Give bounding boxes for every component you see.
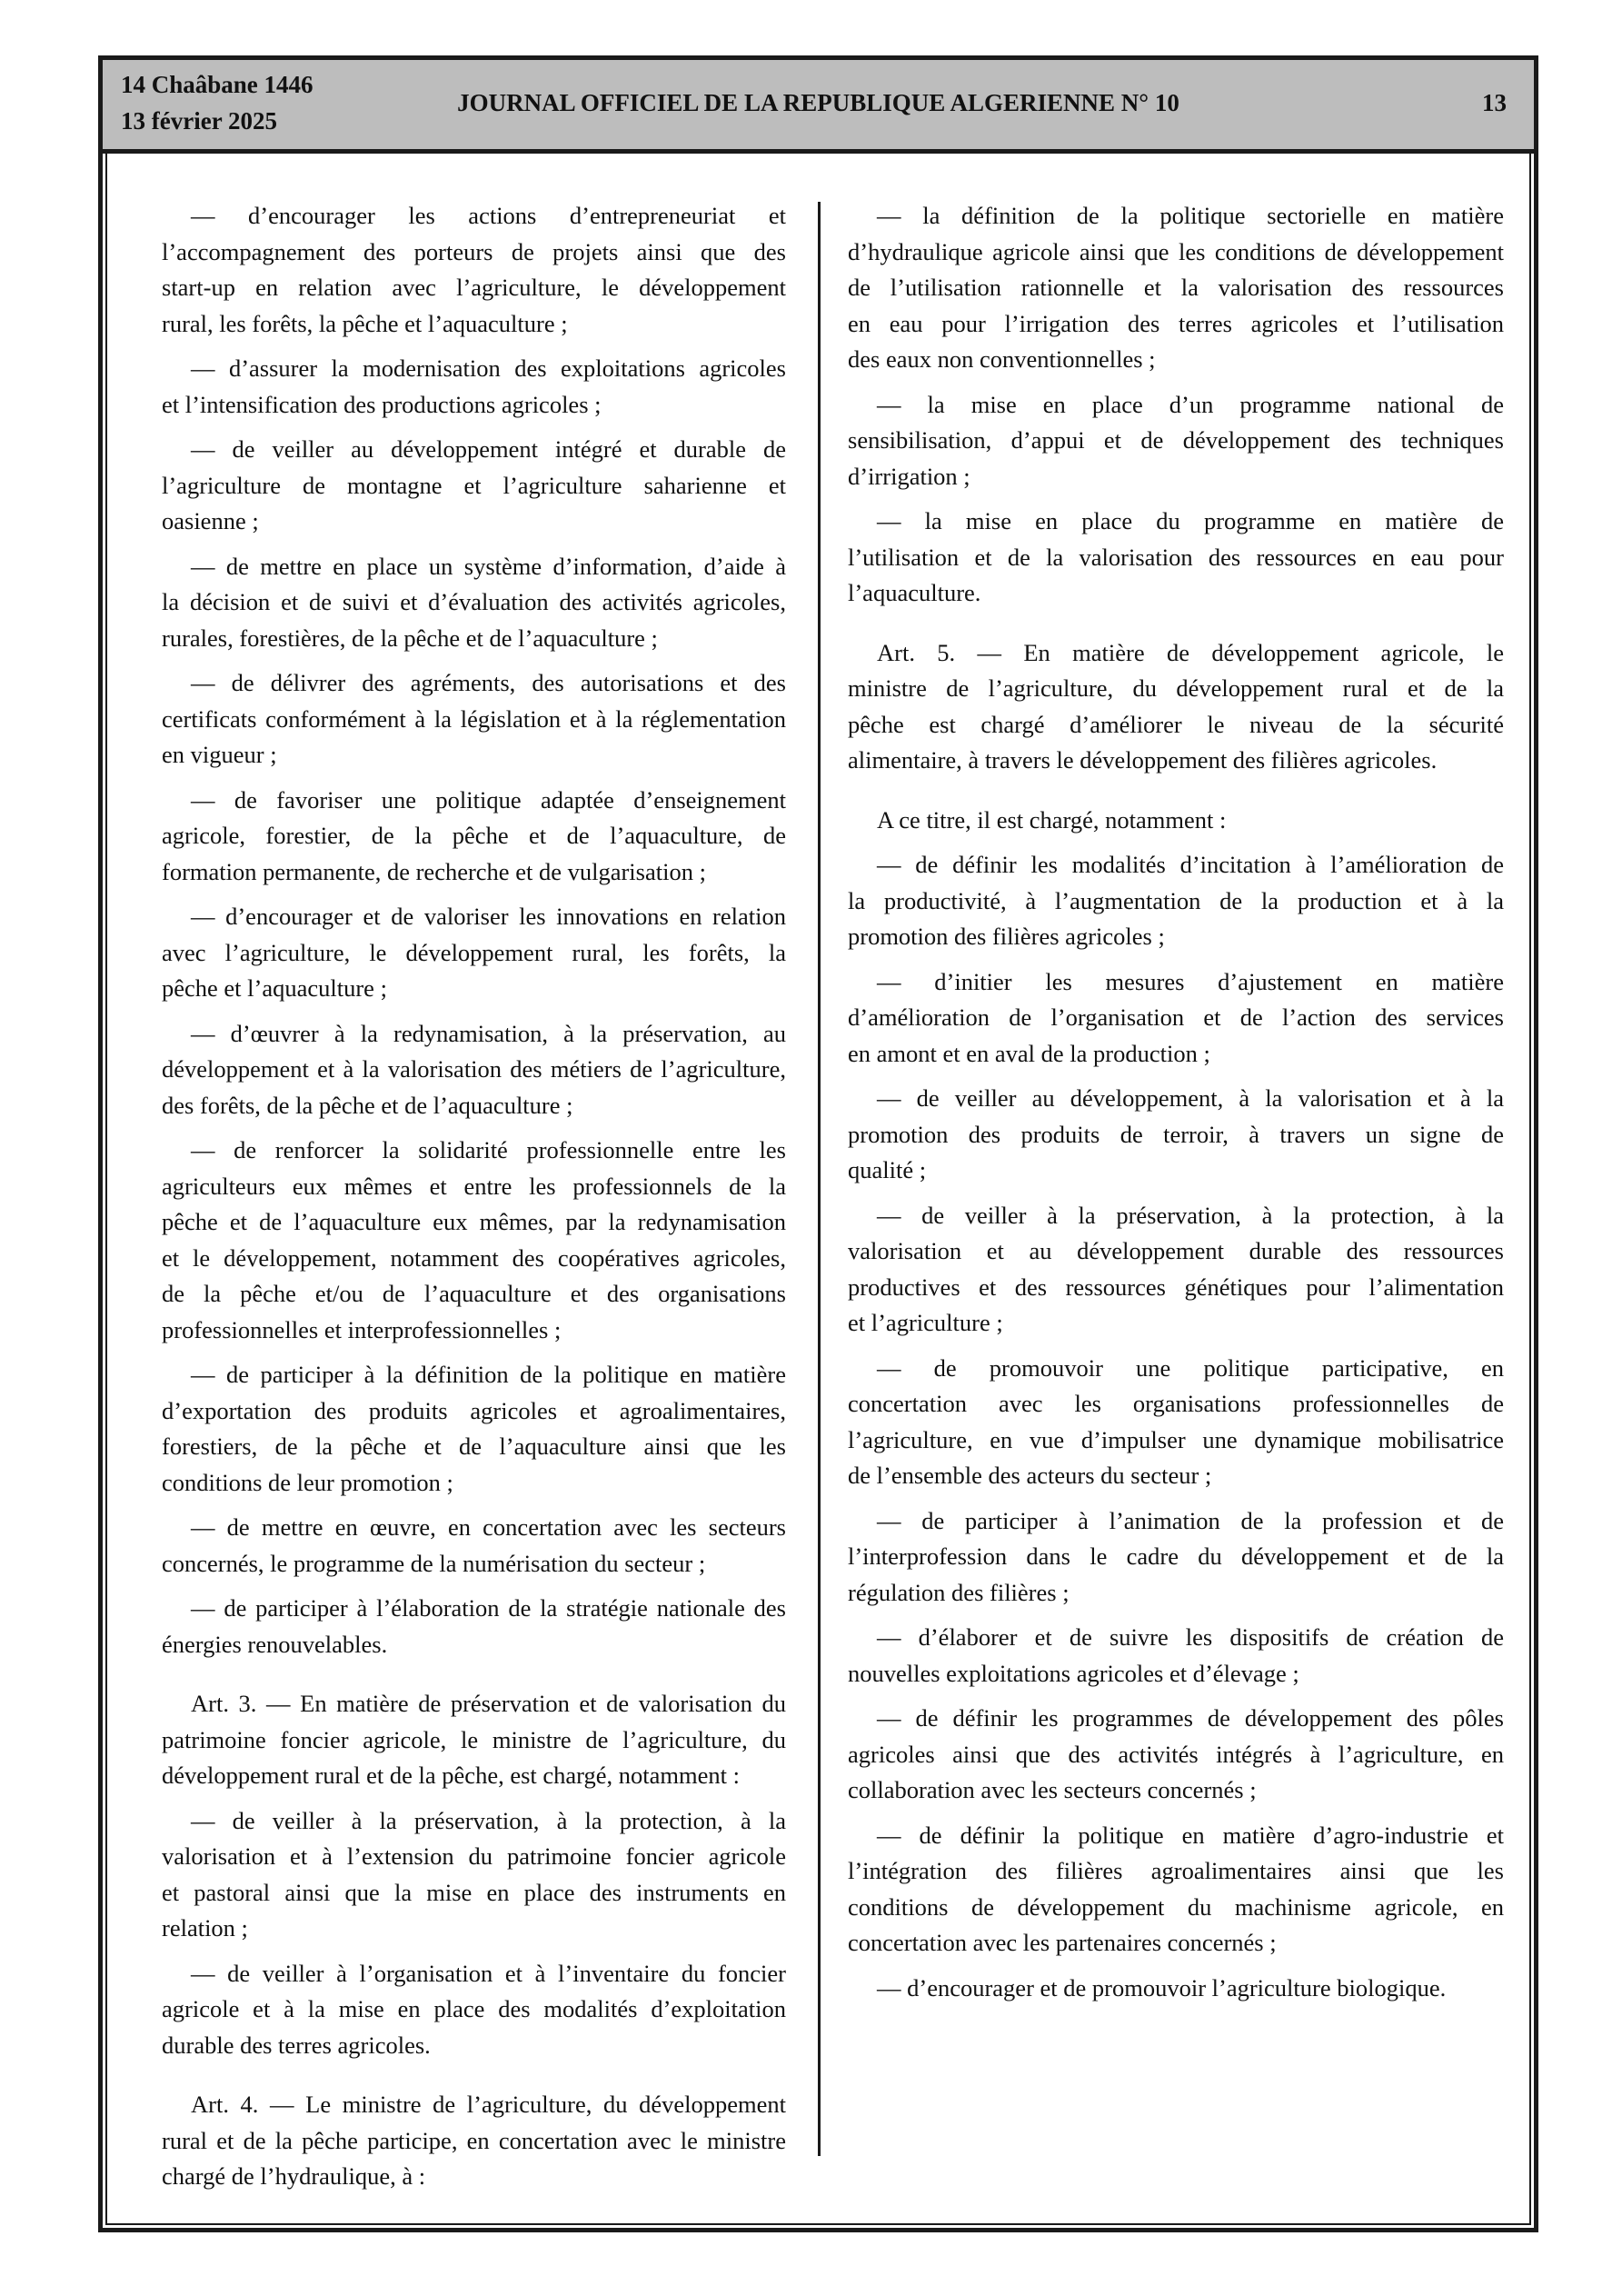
article-paragraph [848, 803, 1504, 839]
text-line: de l’ensemble des acteurs du secteur ; [848, 1462, 1212, 1489]
list-item-paragraph [162, 198, 786, 342]
text-line: — de participer à la définition de la politique en matière [191, 1361, 786, 1388]
text-line: — de délivrer des agréments, des autorisations et des [191, 669, 786, 696]
text-line: agriculteurs eux mêmes et entre les professionnels de la [162, 1172, 786, 1200]
text-line: certificats conformément à la législation et à la réglementation [162, 704, 786, 733]
text-line: rural et de la pêche participe, en concertation avec le ministre [162, 2126, 786, 2154]
text-line: — de promouvoir une politique participative, en [877, 1353, 1504, 1382]
list-item-paragraph [848, 1081, 1504, 1189]
text-line: concertation avec les organisations professionnelles de [848, 1390, 1504, 1417]
text-line: l’interprofession dans le cadre du développement et de la [848, 1542, 1504, 1570]
text-line: sensibilisation, d’appui et de développement des techniques [848, 426, 1504, 454]
text-line: en eau pour l’irrigation des terres agricoles et l’utilisation [848, 309, 1504, 337]
list-item-paragraph [848, 1701, 1504, 1809]
list-item-paragraph [848, 1503, 1504, 1612]
text-line: des eaux non conventionnelles ; [848, 345, 1156, 373]
text-line: pêche est chargé d’améliorer le niveau de la sécurité [848, 710, 1504, 738]
text-line: l’aquaculture. [848, 579, 981, 606]
hijri-date: 14 Chaâbane 1446 [121, 71, 313, 98]
text-line: d’amélioration de l’organisation et de l’action des services [848, 1003, 1504, 1031]
list-item-paragraph [848, 198, 1504, 378]
text-line: — la mise en place d’un programme national de [877, 390, 1504, 418]
text-line: oasienne ; [162, 507, 259, 534]
right-column [848, 198, 1504, 2015]
journal-title: JOURNAL OFFICIEL DE LA REPUBLIQUE ALGERIENNE N° 10 [457, 89, 1179, 116]
gregorian-date: 13 février 2025 [121, 107, 277, 135]
text-line: — de veiller au développement intégré et durable de [191, 435, 786, 463]
article-paragraph [162, 2087, 786, 2195]
text-line: concertation avec les partenaires concernés ; [848, 1929, 1277, 1956]
text-line: — d’œuvrer à la redynamisation, à la préservation, au [191, 1019, 786, 1047]
list-item-paragraph [162, 1510, 786, 1582]
text-line: des forêts, de la pêche et de l’aquaculture ; [162, 1091, 573, 1119]
text-line: promotion des filières agricoles ; [848, 923, 1165, 950]
text-line: — de veiller au développement, à la valorisation et à la [877, 1084, 1504, 1112]
list-item-paragraph [162, 1357, 786, 1501]
list-item-paragraph [162, 1591, 786, 1662]
list-item-paragraph [162, 549, 786, 657]
list-item-paragraph [162, 1803, 786, 1947]
column-divider [818, 202, 821, 2156]
list-item-paragraph [162, 1956, 786, 2064]
text-line: l’utilisation et de la valorisation des ressources en eau pour [848, 543, 1504, 571]
text-line: alimentaire, à travers le développement des filières agricoles. [848, 746, 1438, 774]
text-line: — de veiller à la préservation, à la protection, à la [191, 1806, 786, 1834]
text-line: — de définir les modalités d’incitation à l’amélioration de [877, 851, 1504, 878]
text-line: ministre de l’agriculture, du développement rural et de la [848, 674, 1504, 702]
text-line: Art. 5. — En matière de développement agricole, le [877, 638, 1504, 666]
text-line: énergies renouvelables. [162, 1630, 388, 1658]
page-number: 13 [1482, 89, 1507, 116]
text-line: A ce titre, il est chargé, notamment : [877, 805, 1227, 834]
text-line: la décision et de suivi et d’évaluation des activités agricoles, [162, 588, 786, 615]
text-line: l’intégration des filières agroalimentaires ainsi que les [848, 1857, 1504, 1884]
text-line: agricole et à la mise en place des modalités d’exploitation [162, 1995, 786, 2022]
list-item-paragraph [848, 1351, 1504, 1494]
list-item-paragraph [848, 1620, 1504, 1692]
text-line: régulation des filières ; [848, 1578, 1070, 1606]
list-item-paragraph [848, 847, 1504, 955]
text-line: chargé de l’hydraulique, à : [162, 2162, 426, 2190]
text-line: en amont et en aval de la production ; [848, 1039, 1210, 1067]
text-line: avec l’agriculture, le développement rural, les forêts, la [162, 938, 786, 966]
text-line: agricoles ainsi que des activités intégrés à l’agriculture, en [848, 1740, 1504, 1768]
text-line: concernés, le programme de la numérisation du secteur ; [162, 1549, 706, 1577]
text-line: d’exportation des produits agricoles et agroalimentaires, [162, 1396, 786, 1424]
text-line: pêche et l’aquaculture ; [162, 974, 387, 1002]
text-line: de l’utilisation rationnelle et la valorisation des ressources [848, 274, 1504, 301]
text-line: développement et à la valorisation des métiers de l’agriculture, [162, 1055, 786, 1083]
list-item-paragraph [848, 387, 1504, 495]
list-item-paragraph [162, 1016, 786, 1124]
list-item-paragraph [162, 665, 786, 774]
article-paragraph [162, 1686, 786, 1794]
text-line: l’accompagnement des porteurs de projets ainsi que des [162, 237, 786, 265]
text-line: d’hydraulique agricole ainsi que les conditions de développement [848, 237, 1504, 265]
text-line: conditions de leur promotion ; [162, 1468, 453, 1496]
text-line: — la définition de la politique sectorielle en matière [877, 202, 1504, 229]
text-line: — d’assurer la modernisation des exploitations agricoles [191, 354, 786, 382]
list-item-paragraph [848, 1818, 1504, 1962]
text-line: durable des terres agricoles. [162, 2031, 431, 2059]
text-line: — de renforcer la solidarité professionnelle entre les [191, 1136, 786, 1163]
text-line: d’irrigation ; [848, 462, 970, 490]
text-line: et le développement, notamment des coopératives agricoles, [162, 1243, 786, 1272]
text-line: pêche et de l’aquaculture eux mêmes, par la redynamisation [162, 1208, 786, 1235]
text-line: patrimoine foncier agricole, le ministre de l’agriculture, du [162, 1725, 786, 1753]
list-item-paragraph [162, 351, 786, 423]
text-line: et l’agriculture ; [848, 1309, 1003, 1336]
text-line: Art. 3. — En matière de préservation et de valorisation du [191, 1690, 786, 1717]
text-line: formation permanente, de recherche et de vulgarisation ; [162, 857, 706, 885]
left-column [162, 198, 786, 2204]
list-item-paragraph [848, 964, 1504, 1073]
journal-header [103, 60, 1534, 154]
text-line: productives et des ressources génétiques pour l’alimentation [848, 1273, 1504, 1301]
text-line: conditions de développement du machinisme agricole, en [848, 1892, 1504, 1921]
text-line: de la pêche et/ou de l’aquaculture et des organisations [162, 1280, 786, 1307]
text-line: rurales, forestières, de la pêche et de l’aquaculture ; [162, 624, 658, 652]
text-line: valorisation et au développement durable des ressources [848, 1237, 1504, 1264]
text-line: — d’élaborer et de suivre les dispositifs de création de [877, 1623, 1504, 1651]
article-paragraph [848, 635, 1504, 779]
text-line: — d’initier les mesures d’ajustement en matière [877, 967, 1504, 995]
text-line: et pastoral ainsi que la mise en place des instruments en [162, 1878, 786, 1906]
list-item-paragraph [162, 899, 786, 1007]
text-line: qualité ; [848, 1156, 927, 1183]
text-line: — de mettre en œuvre, en concertation avec les secteurs [191, 1513, 786, 1541]
list-item-paragraph [848, 1971, 1504, 2007]
text-line: nouvelles exploitations agricoles et d’élevage ; [848, 1659, 1299, 1687]
text-line: — de favoriser une politique adaptée d’enseignement [191, 785, 786, 814]
list-item-paragraph [848, 504, 1504, 612]
text-line: agricole, forestier, de la pêche et de l’aquaculture, de [162, 822, 786, 849]
text-line: forestiers, de la pêche et de l’aquaculture ainsi que les [162, 1433, 786, 1460]
text-line: et l’intensification des productions agricoles ; [162, 390, 602, 418]
text-line: l’agriculture, en vue d’impulser une dynamique mobilisatrice [848, 1425, 1504, 1453]
text-line: — de participer à l’élaboration de la stratégie nationale des [191, 1594, 786, 1622]
text-line: la productivité, à l’augmentation de la production et à la [848, 886, 1504, 914]
text-line: — de définir les programmes de développement des pôles [877, 1704, 1504, 1732]
text-line: — de participer à l’animation de la profession et de [877, 1506, 1504, 1534]
list-item-paragraph [162, 432, 786, 540]
text-line: — d’encourager et de valoriser les innovations en relation [191, 903, 786, 930]
text-line: — de définir la politique en matière d’agro-industrie et [877, 1821, 1504, 1849]
list-item-paragraph [848, 1198, 1504, 1342]
text-line: professionnelles et interprofessionnelles ; [162, 1315, 562, 1343]
list-item-paragraph [162, 1133, 786, 1348]
text-line: — d’encourager et de promouvoir l’agriculture biologique. [877, 1973, 1447, 2002]
text-line: développement rural et de la pêche, est chargé, notamment : [162, 1762, 740, 1789]
text-line: rural, les forêts, la pêche et l’aquaculture ; [162, 309, 568, 337]
text-line: — de veiller à l’organisation et à l’inventaire du foncier [191, 1959, 786, 1987]
text-line: en vigueur ; [162, 741, 277, 768]
text-line: — d’encourager les actions d’entrepreneuriat et [191, 202, 786, 229]
text-line: valorisation et à l’extension du patrimoine foncier agricole [162, 1842, 786, 1870]
text-line: collaboration avec les secteurs concernés ; [848, 1776, 1257, 1803]
text-line: promotion des produits de terroir, à travers un signe de [848, 1120, 1504, 1148]
text-line: — de mettre en place un système d’information, d’aide à [191, 552, 786, 580]
text-line: — la mise en place du programme en matière de [877, 507, 1504, 534]
text-line: start-up en relation avec l’agriculture, le développement [162, 274, 786, 301]
text-line: relation ; [162, 1914, 248, 1942]
text-line: l’agriculture de montagne et l’agriculture saharienne et [162, 471, 786, 499]
text-line: — de veiller à la préservation, à la protection, à la [877, 1201, 1504, 1229]
list-item-paragraph [162, 783, 786, 891]
text-line: Art. 4. — Le ministre de l’agriculture, du développement [191, 2091, 786, 2118]
